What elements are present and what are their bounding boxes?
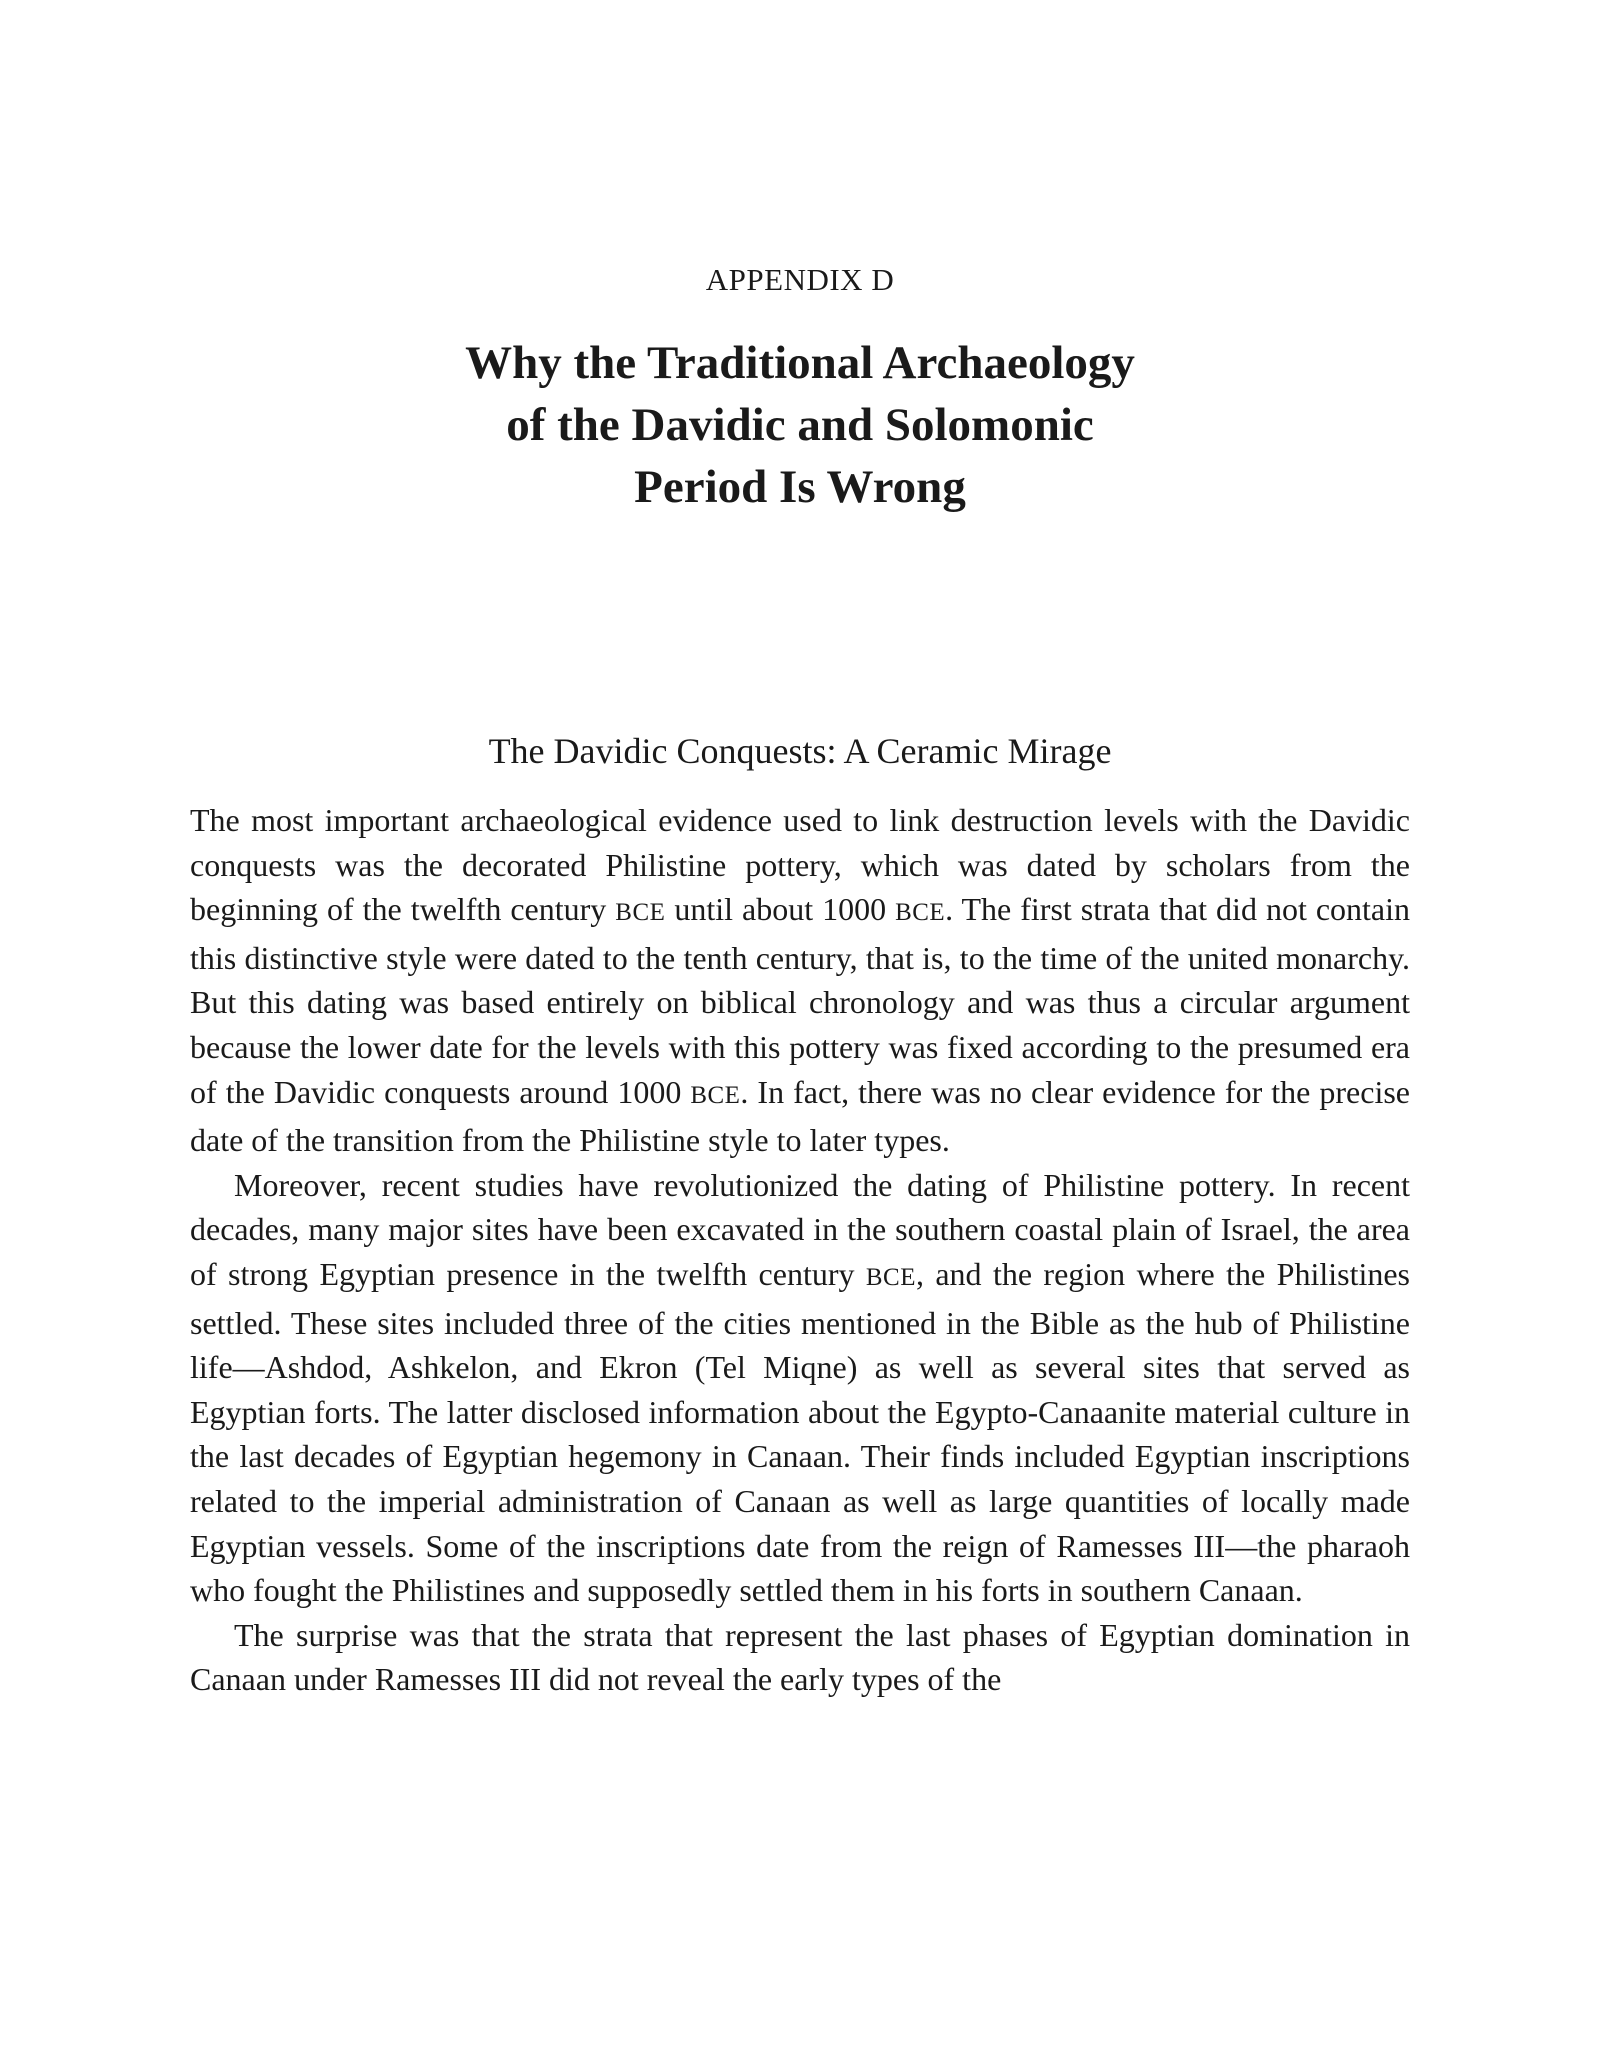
chapter-title-line-2: of the Davidic and Solomonic — [506, 399, 1094, 451]
chapter-title-line-3: Period Is Wrong — [634, 461, 966, 513]
paragraph-3 — [190, 1613, 1410, 1702]
paragraph-2-text-1: Moreover, recent studies have revolutionized the dating of Philistine pottery. In recent decades, many major sites have been excavated in the southern coastal plain of Israel, the area of strong Egyptian presence in the twelfth century — [190, 1166, 1410, 1292]
paragraph-1-text-4: . In fact, there was no clear evidence for the precise date of the transition from the Philistine style to later types. — [190, 1073, 1411, 1159]
paragraph-1 — [190, 798, 1410, 1163]
appendix-label: APPENDIX D — [705, 262, 895, 297]
paragraph-3-text-1: The surprise was that the strata that represent the last phases of Egyptian domination in Canaan under Ramesses III did not reveal the early types of the — [190, 1616, 1410, 1698]
chapter-title — [0, 332, 1600, 518]
paragraph-2 — [190, 1163, 1410, 1613]
paragraph-1-text-2: until about 1000 — [665, 891, 896, 928]
era-abbreviation: BCE — [690, 1081, 741, 1109]
era-abbreviation: BCE — [895, 899, 946, 927]
chapter-title-line-1: Why the Traditional Archaeology — [465, 337, 1135, 389]
paragraph-1-text-3: . The first strata that did not contain this distinctive style were dated to the tenth century, that is, to the time of the united monarchy. But this dating was based entirely on biblical chronology and was thus a circular argument because the lower date for the levels with this pottery was fixed according to the presumed era of the Davidic conquests around 1000 — [190, 891, 1411, 1110]
body-text — [190, 798, 1410, 1702]
era-abbreviation: BCE — [615, 899, 666, 927]
paragraph-1-text-1: The most important archaeological evidence used to link destruction levels with the Davidic conquests was the decorated Philistine pottery, which was dated by scholars from the beginning of the twelfth century — [190, 802, 1410, 928]
era-abbreviation: BCE — [865, 1263, 916, 1291]
section-heading: The Davidic Conquests: A Ceramic Mirage — [488, 731, 1112, 771]
paragraph-2-text-2: , and the region where the Philistines settled. These sites included three of the cities mentioned in the Bible as the hub of Philistine life—Ashdod, Ashkelon, and Ekron (Tel Miqne) as well as several sites that served as Egyptian forts. The latter disclosed information about the Egypto-Canaanite material culture in the last decades of Egyptian hegemony in Canaan. Their finds included Egyptian inscriptions related to the imperial administration of Canaan as well as large quantities of locally made Egyptian vessels. Some of the inscriptions date from the reign of Ramesses III—the pharaoh who fought the Philistines and supposedly settled them in his forts in southern Canaan. — [190, 1255, 1411, 1609]
